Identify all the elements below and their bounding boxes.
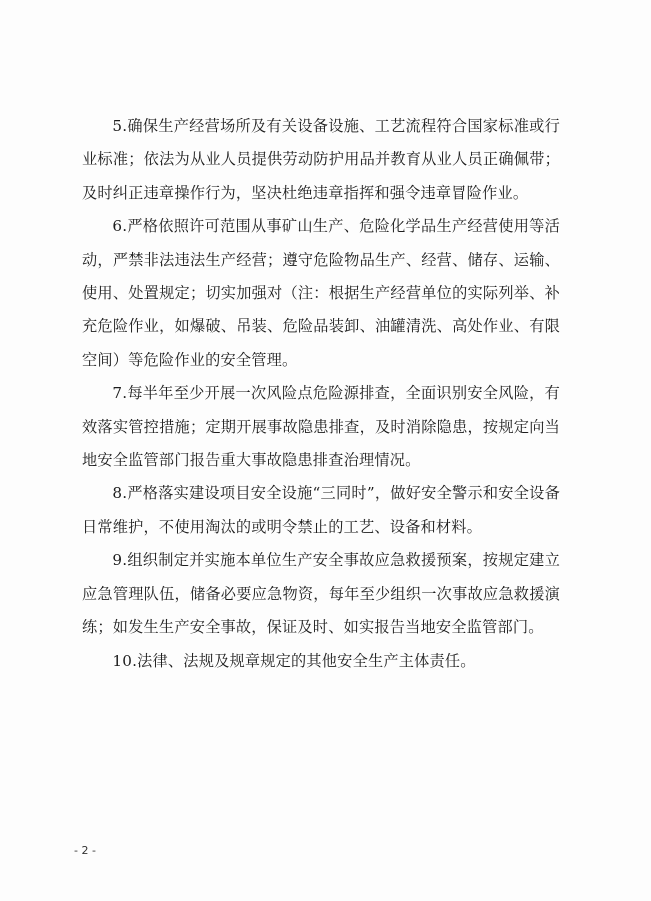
paragraph-item-8: 8.严格落实建设项目安全设施“三同时”，做好安全警示和安全设备日常维护，不使用淘汰的或明令禁止的工艺、设备和材料。	[82, 484, 560, 536]
paragraph-item-5: 5.确保生产经营场所及有关设备设施、工艺流程符合国家标准或行业标准；依法为从业人员提供劳动防护用品并教育从业人员正确佩带；及时纠正违章操作行为，坚决杜绝违章指挥和强令违章冒险作业。	[82, 117, 560, 202]
document-body	[82, 110, 560, 678]
paragraph-item-7: 7.每半年至少开展一次风险点危险源排查，全面识别安全风险，有效落实管控措施；定期开展事故隐患排查，及时消除隐患，按规定向当地安全监管部门报告重大事故隐患排查治理情况。	[82, 384, 560, 470]
paragraph-item-6: 6.严格依照许可范围从事矿山生产、危险化学品生产经营使用等活动，严禁非法违法生产经营；遵守危险物品生产、经营、储存、运输、使用、处置规定；切实加强对（注：根据生产经营单位的实际列举、补充危险作业，如爆破、吊装、危险品装卸、油罐清洗、高处作业、有限空间）等危险作业的安全管理。	[82, 217, 560, 369]
paragraph-item-10: 10.法律、法规及规章规定的其他安全生产主体责任。	[112, 651, 476, 670]
page-number: - 2 -	[74, 844, 96, 857]
paragraph-item-9: 9.组织制定并实施本单位生产安全事故应急救援预案，按规定建立应急管理队伍，储备必要应急物资，每年至少组织一次事故应急救援演练；如发生生产安全事故，保证及时、如实报告当地安全监管部门。	[82, 551, 560, 637]
